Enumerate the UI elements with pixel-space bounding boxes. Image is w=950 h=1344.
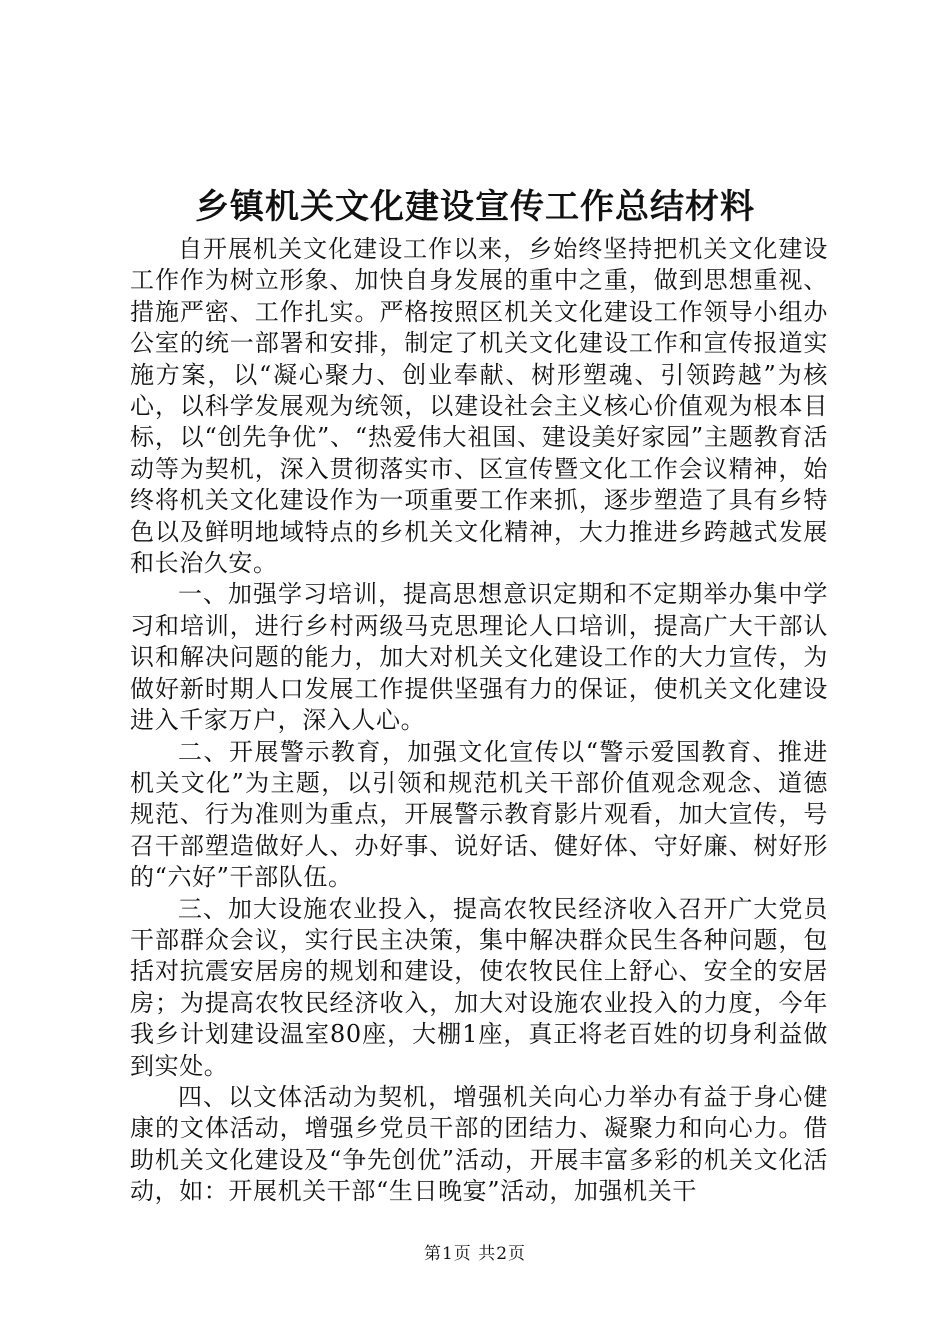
paragraph-section-4: 四、以文体活动为契机，增强机关向心力举办有益于身心健康的文体活动，增强乡党员干部的团结力、凝聚力和向心力。借助机关文化建设及“争先创优”活动，开展丰富多彩的机关文化活动，如：开展机关干部“生日晚宴”活动，加强机关干	[130, 1082, 828, 1206]
document-body	[130, 234, 828, 1208]
document-title: 乡镇机关文化建设宣传工作总结材料	[195, 187, 755, 227]
page-number-footer: 第1页 共2页	[423, 1244, 527, 1264]
paragraph-intro: 自开展机关文化建设工作以来，乡始终坚持把机关文化建设工作作为树立形象、加快自身发展的重中之重，做到思想重视、措施严密、工作扎实。严格按照区机关文化建设工作领导小组办公室的统一部署和安排，制定了机关文化建设工作和宣传报道实施方案，以“凝心聚力、创业奉献、树形塑魂、引领跨越”为核心，以科学发展观为统领，以建设社会主义核心价值观为根本目标，以“创先争优”、“热爱伟大祖国、建设美好家园”主题教育活动等为契机，深入贯彻落实市、区宣传暨文化工作会议精神，始终将机关文化建设作为一项重要工作来抓，逐步塑造了具有乡特色以及鲜明地域特点的乡机关文化精神，大力推进乡跨越式发展和长治久安。	[130, 235, 828, 578]
paragraph-section-1: 一、加强学习培训，提高思想意识定期和不定期举办集中学习和培训，进行乡村两级马克思理论人口培训，提高广大干部认识和解决问题的能力，加大对机关文化建设工作的大力宣传，为做好新时期人口发展工作提供坚强有力的保证，使机关文化建设进入千家万户，深入人心。	[130, 580, 828, 735]
paragraph-section-3: 三、加大设施农业投入，提高农牧民经济收入召开广大党员干部群众会议，实行民主决策，集中解决群众民生各种问题，包括对抗震安居房的规划和建设，使农牧民住上舒心、安全的安居房；为提高农牧民经济收入，加大对设施农业投入的力度，今年我乡计划建设温室80座，大棚1座，真正将老百姓的切身利益做到实处。	[130, 894, 828, 1080]
paragraph-section-2: 二、开展警示教育，加强文化宣传以“警示爱国教育、推进机关文化”为主题，以引领和规范机关干部价值观念观念、道德规范、行为准则为重点，开展警示教育影片观看，加大宣传，号召干部塑造做好人、办好事、说好话、健好体、守好廉、树好形的“六好”干部队伍。	[130, 737, 828, 892]
